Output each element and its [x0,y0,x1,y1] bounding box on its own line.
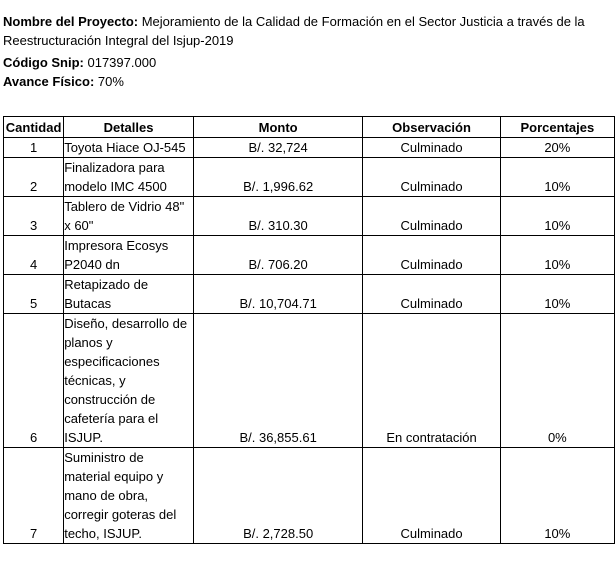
project-header [3,12,611,91]
progress-label: Avance Físico: [3,74,95,89]
table-row [4,236,615,275]
cell-porcentaje: 10% [500,197,614,236]
cell-monto: B/. 706.20 [193,236,363,275]
cell-porcentaje: 10% [500,448,614,544]
cell-porcentaje: 0% [500,314,614,448]
cell-cantidad: 5 [4,275,64,314]
table-row [4,158,615,197]
cell-observacion: En contratación [363,314,500,448]
header-cantidad: Cantidad [4,117,64,138]
cell-observacion: Culminado [363,138,500,158]
cell-detalles: Finalizadora para modelo IMC 4500 [64,158,194,197]
header-porcentajes: Porcentajes [500,117,614,138]
cell-observacion: Culminado [363,158,500,197]
progress-value: 70% [94,74,124,89]
project-name-label: Nombre del Proyecto: [3,14,139,29]
cell-cantidad: 3 [4,197,64,236]
cell-monto: B/. 10,704.71 [193,275,363,314]
cell-observacion: Culminado [363,197,500,236]
cell-detalles: Toyota Hiace OJ-545 [64,138,194,158]
table-row [4,138,615,158]
cell-monto: B/. 2,728.50 [193,448,363,544]
cell-cantidad: 4 [4,236,64,275]
cell-porcentaje: 10% [500,158,614,197]
table-row [4,197,615,236]
table-row [4,448,615,544]
cell-detalles: Diseño, desarrollo de planos y especificaciones técnicas, y construcción de cafetería para el ISJUP. [64,314,194,448]
header-detalles: Detalles [64,117,194,138]
snip-value: 017397.000 [83,55,157,70]
cell-porcentaje: 20% [500,138,614,158]
header-monto: Monto [193,117,363,138]
cell-cantidad: 7 [4,448,64,544]
cell-porcentaje: 10% [500,275,614,314]
cell-observacion: Culminado [363,236,500,275]
table-row [4,275,615,314]
cell-detalles: Suministro de material equipo y mano de obra, corregir goteras del techo, ISJUP. [64,448,194,544]
cell-cantidad: 2 [4,158,64,197]
cell-detalles: Retapizado de Butacas [64,275,194,314]
cell-cantidad: 6 [4,314,64,448]
items-table [3,116,615,544]
cell-detalles: Impresora Ecosys P2040 dn [64,236,194,275]
table-header-row [4,117,615,138]
project-name-value: Mejoramiento de la Calidad de Formación en el Sector Justicia a través de la Reestructuración Integral del Isjup-2019 [3,14,585,48]
snip-code [3,53,611,72]
cell-monto: B/. 36,855.61 [193,314,363,448]
cell-porcentaje: 10% [500,236,614,275]
cell-observacion: Culminado [363,448,500,544]
cell-monto: B/. 1,996.62 [193,158,363,197]
snip-label: Código Snip: [3,55,84,70]
physical-progress [3,72,611,91]
project-name [3,12,611,50]
header-observacion: Observación [363,117,500,138]
cell-monto: B/. 32,724 [193,138,363,158]
table-row [4,314,615,448]
cell-detalles: Tablero de Vidrio 48" x 60" [64,197,194,236]
cell-cantidad: 1 [4,138,64,158]
cell-observacion: Culminado [363,275,500,314]
cell-monto: B/. 310.30 [193,197,363,236]
